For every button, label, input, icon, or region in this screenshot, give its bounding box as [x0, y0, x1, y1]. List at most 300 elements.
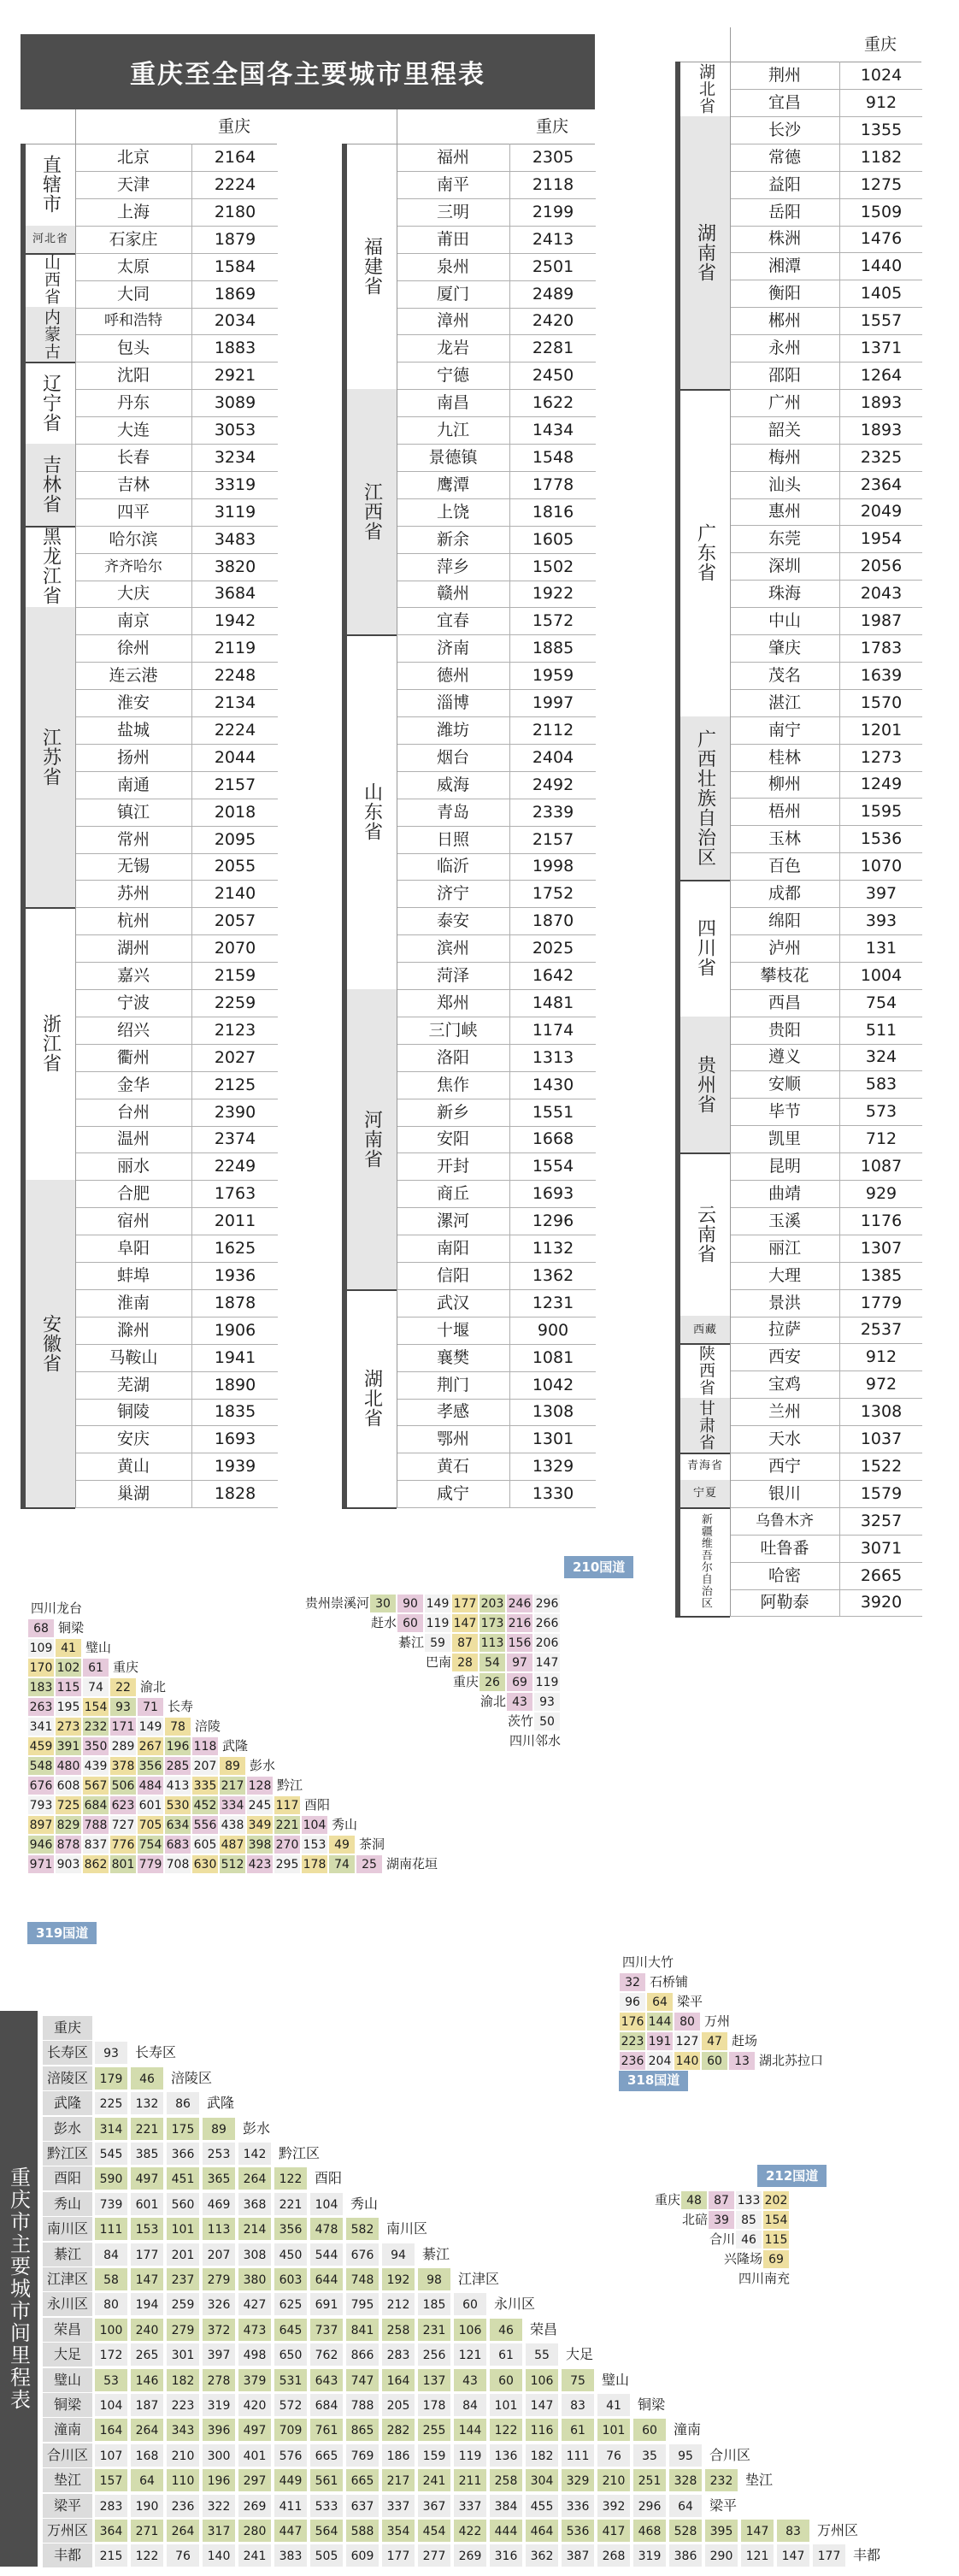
table-row [397, 607, 595, 634]
distance-cell: 295 [274, 1854, 301, 1874]
distance-value: 3089 [191, 389, 278, 417]
distance-value: 1385 [839, 1262, 922, 1290]
place-label: 秀山 [332, 1817, 358, 1832]
city-name: 铜陵 [75, 1398, 191, 1426]
place-label: 綦江 [398, 1635, 425, 1650]
distance-cell: 232 [82, 1717, 109, 1736]
city-name: 大庆 [75, 580, 191, 608]
city-name: 上饶 [397, 498, 509, 527]
distance-value: 1182 [839, 144, 922, 172]
diagonal-label: 璧山 [602, 2371, 630, 2388]
distance-value: 1430 [509, 1071, 596, 1099]
place-label: 重庆 [453, 1674, 480, 1689]
distance-value: 2420 [509, 307, 596, 335]
matrix-cell: 576 [274, 2443, 308, 2467]
distance-value: 2057 [191, 907, 278, 935]
province-name: 湖南省 [694, 222, 716, 282]
city-name: 宁德 [397, 362, 509, 390]
province-group [342, 144, 397, 391]
matrix-cell: 277 [417, 2544, 451, 2567]
matrix-cell: 132 [130, 2091, 164, 2115]
table-row [730, 1589, 921, 1616]
matrix-cell: 366 [166, 2142, 200, 2166]
city-name: 安顺 [730, 1070, 839, 1099]
matrix-cell: 46 [489, 2318, 523, 2342]
city-name: 玉溪 [730, 1207, 839, 1235]
matrix-cell: 447 [274, 2519, 308, 2543]
city-name: 安庆 [75, 1425, 191, 1453]
province-name: 江西省 [361, 482, 383, 542]
distance-value: 2043 [839, 580, 922, 608]
city-name: 沈阳 [75, 362, 191, 390]
city-name: 萍乡 [397, 553, 509, 581]
table-row [730, 770, 921, 798]
distance-value: 2501 [509, 253, 596, 281]
matrix-cell: 101 [597, 2418, 631, 2442]
table-row [397, 444, 595, 471]
distance-value: 1307 [839, 1235, 922, 1263]
province-group [21, 253, 75, 309]
city-name: 柳州 [730, 770, 839, 799]
city-name: 漯河 [397, 1207, 509, 1235]
province-group [675, 1480, 730, 1509]
distance-value: 3257 [839, 1507, 922, 1536]
matrix-cell: 106 [453, 2318, 487, 2342]
city-name: 吐鲁番 [730, 1535, 839, 1563]
province-group [675, 1017, 730, 1155]
province-group [675, 1507, 730, 1618]
table-row [730, 1289, 921, 1317]
table-row [75, 1099, 277, 1126]
matrix-cell: 217 [381, 2468, 415, 2492]
diagonal-label: 长寿区 [135, 2044, 177, 2061]
diagonal-label: 南川区 [386, 2220, 428, 2237]
distance-value: 1313 [509, 1044, 596, 1072]
distance-cell: 683 [164, 1835, 191, 1854]
route-tag: 318国道 [619, 2069, 688, 2091]
place-label: 涪陵 [195, 1718, 221, 1734]
place-label: 四川龙台 [31, 1600, 83, 1616]
distance-cell: 391 [55, 1736, 82, 1756]
province-name: 福建省 [361, 237, 383, 297]
city-name: 潍坊 [397, 716, 509, 745]
diagonal-label: 垫江 [745, 2472, 774, 2489]
distance-cell: 263 [27, 1697, 55, 1717]
distance-value: 1828 [191, 1480, 278, 1508]
city-name: 荆门 [397, 1371, 509, 1400]
table-row [75, 607, 277, 634]
province-group [21, 226, 75, 255]
matrix-cell: 107 [94, 2443, 128, 2467]
distance-value: 2199 [509, 198, 596, 227]
table-row [730, 962, 921, 989]
city-name: 西安 [730, 1343, 839, 1371]
city-name: 贵阳 [730, 1017, 839, 1045]
table-row [730, 62, 921, 89]
place-label: 酉阳 [304, 1797, 331, 1813]
distance-cell: 69 [506, 1672, 533, 1692]
province-name: 陕西省 [696, 1345, 715, 1397]
row-label: 铜梁 [43, 2393, 92, 2418]
matrix-cell: 865 [345, 2418, 379, 2442]
place-label: 北碚 [682, 2212, 709, 2227]
place-label: 武隆 [222, 1738, 249, 1754]
matrix-cell: 236 [166, 2494, 200, 2518]
city-name: 岳阳 [730, 198, 839, 227]
matrix-cell: 211 [453, 2468, 487, 2492]
matrix-cell: 296 [632, 2494, 667, 2518]
city-name: 哈密 [730, 1562, 839, 1590]
city-name: 永州 [730, 334, 839, 363]
matrix-cell: 207 [202, 2243, 236, 2267]
matrix-cell: 643 [309, 2368, 344, 2392]
distance-cell: 154 [82, 1697, 109, 1717]
distance-value: 131 [839, 934, 922, 963]
table-row [75, 1152, 277, 1180]
matrix-cell: 328 [668, 2468, 703, 2492]
province-group [675, 389, 730, 718]
distance-cell: 90 [397, 1594, 424, 1613]
distance-cell: 837 [82, 1835, 109, 1854]
distance-cell: 267 [137, 1736, 164, 1756]
table-row [397, 280, 595, 308]
table-row [397, 334, 595, 362]
matrix-cell: 76 [166, 2544, 200, 2567]
city-name: 南宁 [730, 716, 839, 745]
distance-cell: 119 [424, 1613, 451, 1633]
province-name: 宁夏 [692, 1486, 717, 1500]
distance-value: 2404 [509, 744, 596, 772]
distance-cell: 245 [246, 1795, 274, 1815]
matrix-cell: 210 [597, 2468, 631, 2492]
matrix-cell: 269 [453, 2544, 487, 2567]
distance-value: 1693 [191, 1425, 278, 1453]
province-group [675, 1398, 730, 1454]
matrix-cell: 300 [202, 2443, 236, 2467]
table-row [75, 989, 277, 1017]
distance-cell: 378 [109, 1756, 137, 1776]
province-name: 广西壮族自治区 [694, 728, 716, 867]
table-row [75, 226, 277, 253]
place-label: 渝北 [140, 1679, 167, 1695]
matrix-cell: 190 [130, 2494, 164, 2518]
distance-value: 1997 [509, 689, 596, 717]
table-row [75, 334, 277, 362]
city-name: 茂名 [730, 662, 839, 690]
matrix-cell: 301 [166, 2343, 200, 2367]
city-name: 成都 [730, 880, 839, 908]
matrix-cell: 417 [597, 2519, 631, 2543]
row-label: 秀山 [43, 2192, 92, 2217]
table-row [75, 144, 277, 171]
distance-value: 2249 [191, 1152, 278, 1181]
place-label: 四川大竹 [622, 1954, 674, 1970]
distance-cell: 74 [328, 1854, 356, 1874]
matrix-cell: 297 [238, 2468, 272, 2492]
diagonal-label: 合川区 [709, 2446, 751, 2463]
table-row [730, 934, 921, 962]
table-row [730, 689, 921, 716]
table-row [75, 526, 277, 553]
matrix-cell: 231 [417, 2318, 451, 2342]
distance-value: 2364 [839, 471, 922, 499]
distance-value: 1509 [839, 198, 922, 227]
matrix-cell: 650 [274, 2343, 308, 2367]
matrix-cell: 194 [130, 2292, 164, 2316]
table-row [730, 225, 921, 252]
city-name: 益阳 [730, 171, 839, 199]
distance-cell: 684 [82, 1795, 109, 1815]
table-row [730, 362, 921, 389]
distance-value: 1308 [839, 1398, 922, 1426]
city-name: 遵义 [730, 1043, 839, 1071]
distance-cell: 623 [109, 1795, 137, 1815]
matrix-cell: 111 [94, 2217, 128, 2241]
city-name: 梧州 [730, 798, 839, 826]
matrix-cell: 157 [94, 2468, 128, 2492]
city-name: 徐州 [75, 634, 191, 663]
city-name: 常德 [730, 144, 839, 172]
table-row [397, 198, 595, 226]
matrix-cell: 564 [309, 2519, 344, 2543]
distance-value: 397 [839, 880, 922, 908]
city-name: 三明 [397, 198, 509, 227]
province-name: 甘肃省 [696, 1399, 715, 1451]
distance-cell: 423 [246, 1854, 274, 1874]
distance-cell: 30 [369, 1594, 397, 1613]
route-tag: 319国道 [27, 1922, 97, 1944]
distance-value: 1434 [509, 416, 596, 445]
city-name: 福州 [397, 144, 509, 172]
matrix-cell: 401 [238, 2443, 272, 2467]
distance-value: 2134 [191, 689, 278, 717]
distance-value: 1249 [839, 770, 922, 799]
table-row [75, 962, 277, 989]
column-divider [75, 109, 76, 1507]
distance-value: 2056 [839, 552, 922, 581]
province-group [21, 907, 75, 1182]
city-name: 台州 [75, 1099, 191, 1127]
matrix-cell: 308 [238, 2243, 272, 2267]
matrix-cell: 264 [130, 2418, 164, 2442]
distance-cell: 149 [424, 1594, 451, 1613]
city-name: 大同 [75, 280, 191, 309]
city-name: 常州 [75, 826, 191, 854]
distance-cell: 183 [27, 1677, 55, 1697]
distance-cell: 170 [27, 1658, 55, 1677]
province-group [21, 362, 75, 445]
city-name: 玉林 [730, 825, 839, 853]
matrix-cell: 691 [309, 2292, 344, 2316]
city-name: 百色 [730, 852, 839, 881]
matrix-cell: 322 [202, 2494, 236, 2518]
distance-cell: 149 [137, 1717, 164, 1736]
city-name: 宁波 [75, 989, 191, 1017]
place-label: 合川 [709, 2231, 736, 2247]
matrix-cell: 392 [597, 2494, 631, 2518]
table-row [730, 1562, 921, 1589]
province-group [675, 880, 730, 1018]
city-name: 湖州 [75, 934, 191, 963]
distance-cell: 216 [506, 1613, 533, 1633]
place-label: 赶水 [371, 1615, 397, 1630]
city-name: 衡阳 [730, 280, 839, 308]
distance-value: 2070 [191, 934, 278, 963]
city-name: 莆田 [397, 226, 509, 254]
city-name: 温州 [75, 1125, 191, 1153]
city-name: 蚌埠 [75, 1262, 191, 1290]
city-name: 大理 [730, 1262, 839, 1290]
distance-cell: 779 [137, 1854, 164, 1874]
matrix-cell: 264 [238, 2166, 272, 2190]
province-name: 山东省 [361, 782, 383, 842]
place-label: 四川南充 [738, 2271, 791, 2286]
matrix-cell: 221 [130, 2117, 164, 2141]
matrix-cell: 326 [202, 2292, 236, 2316]
table-row [75, 1235, 277, 1262]
matrix-cell: 258 [489, 2468, 523, 2492]
matrix-cell: 337 [453, 2494, 487, 2518]
city-name: 武汉 [397, 1289, 509, 1317]
row-label: 长寿区 [43, 2041, 92, 2066]
matrix-cell: 182 [166, 2368, 200, 2392]
distance-value: 2390 [191, 1099, 278, 1127]
distance-value: 2492 [509, 771, 596, 799]
matrix-cell: 221 [274, 2192, 308, 2216]
distance-value: 1959 [509, 662, 596, 690]
matrix-cell: 177 [130, 2243, 164, 2267]
matrix-cell: 505 [309, 2544, 344, 2567]
place-label: 梁平 [677, 1994, 703, 2009]
city-name: 大连 [75, 416, 191, 445]
distance-cell: 68 [27, 1618, 55, 1638]
table-row [730, 852, 921, 880]
table-row [75, 253, 277, 280]
matrix-cell: 137 [417, 2368, 451, 2392]
distance-value: 2180 [191, 198, 278, 227]
matrix-cell: 278 [202, 2368, 236, 2392]
province-group [675, 62, 730, 118]
table-row [730, 116, 921, 144]
matrix-cell: 337 [381, 2494, 415, 2518]
place-label: 茶洞 [359, 1836, 385, 1852]
distance-value: 324 [839, 1043, 922, 1071]
city-name: 南通 [75, 771, 191, 799]
city-name: 鹰潭 [397, 471, 509, 499]
province-group [675, 1343, 730, 1400]
distance-cell: 177 [451, 1594, 479, 1613]
distance-cell: 452 [191, 1795, 219, 1815]
distance-cell: 413 [164, 1776, 191, 1795]
city-name: 西昌 [730, 989, 839, 1017]
matrix-cell: 175 [166, 2117, 200, 2141]
table-row [75, 744, 277, 771]
distance-value: 1942 [191, 607, 278, 635]
distance-cell: 87 [451, 1633, 479, 1653]
table-row [75, 498, 277, 526]
table-row [397, 1017, 595, 1044]
table-row [730, 907, 921, 934]
distance-value: 2450 [509, 362, 596, 390]
matrix-cell: 788 [345, 2393, 379, 2417]
distance-cell: 754 [137, 1835, 164, 1854]
distance-value: 1536 [839, 825, 922, 853]
city-name: 深圳 [730, 552, 839, 581]
city-name: 郴州 [730, 307, 839, 335]
table-row [397, 1398, 595, 1425]
distance-cell: 118 [191, 1736, 219, 1756]
distance-cell: 43 [506, 1692, 533, 1712]
city-name: 龙岩 [397, 334, 509, 363]
distance-value: 1081 [509, 1344, 596, 1372]
route-tag: 210国道 [564, 1556, 633, 1578]
matrix-cell: 119 [453, 2443, 487, 2467]
table-row [397, 852, 595, 880]
matrix-cell: 61 [561, 2418, 595, 2442]
table-row [75, 580, 277, 607]
distance-value: 1355 [839, 116, 922, 144]
table-row [730, 1043, 921, 1070]
city-name: 梅州 [730, 444, 839, 472]
city-name: 日照 [397, 826, 509, 854]
diagonal-label: 涪陵区 [171, 2069, 213, 2086]
city-name: 珠海 [730, 580, 839, 608]
matrix-cell: 147 [130, 2267, 164, 2291]
city-name: 宿州 [75, 1207, 191, 1235]
city-name: 芜湖 [75, 1371, 191, 1400]
distance-cell: 93 [533, 1692, 561, 1712]
table-row [397, 1071, 595, 1099]
city-name: 阜阳 [75, 1235, 191, 1263]
distance-cell: 334 [219, 1795, 246, 1815]
province-name: 辽宁省 [39, 373, 62, 433]
distance-cell: 28 [451, 1653, 479, 1672]
table-row [397, 1152, 595, 1180]
distance-cell: 176 [619, 2012, 646, 2031]
matrix-cell: 356 [274, 2217, 308, 2241]
city-name: 哈尔滨 [75, 526, 191, 554]
table-row [75, 1017, 277, 1044]
distance-cell: 22 [109, 1677, 137, 1697]
distance-value: 1554 [509, 1152, 596, 1181]
table-row [75, 1044, 277, 1071]
distance-value: 1870 [509, 907, 596, 935]
table-row [75, 1453, 277, 1480]
distance-value: 1070 [839, 852, 922, 881]
matrix-cell: 536 [561, 2519, 595, 2543]
place-label: 渝北 [480, 1694, 507, 1709]
distance-cell: 203 [479, 1594, 506, 1613]
distance-cell: 147 [533, 1653, 561, 1672]
table-row [397, 1099, 595, 1126]
matrix-cell: 590 [94, 2166, 128, 2190]
table-row [730, 1453, 921, 1480]
table-row [730, 1207, 921, 1235]
matrix-cell: 268 [597, 2544, 631, 2567]
route-tag: 212国道 [757, 2165, 827, 2187]
matrix-cell: 41 [597, 2393, 631, 2417]
table-row [397, 1317, 595, 1344]
distance-value: 1551 [509, 1099, 596, 1127]
distance-value: 2044 [191, 744, 278, 772]
place-label: 璧山 [85, 1640, 112, 1655]
place-label: 湖南花垣 [386, 1856, 438, 1872]
column-divider [730, 27, 731, 1616]
distance-cell: 788 [82, 1815, 109, 1835]
matrix-cell: 383 [274, 2544, 308, 2567]
distance-value: 1296 [509, 1207, 596, 1235]
matrix-cell: 253 [202, 2142, 236, 2166]
